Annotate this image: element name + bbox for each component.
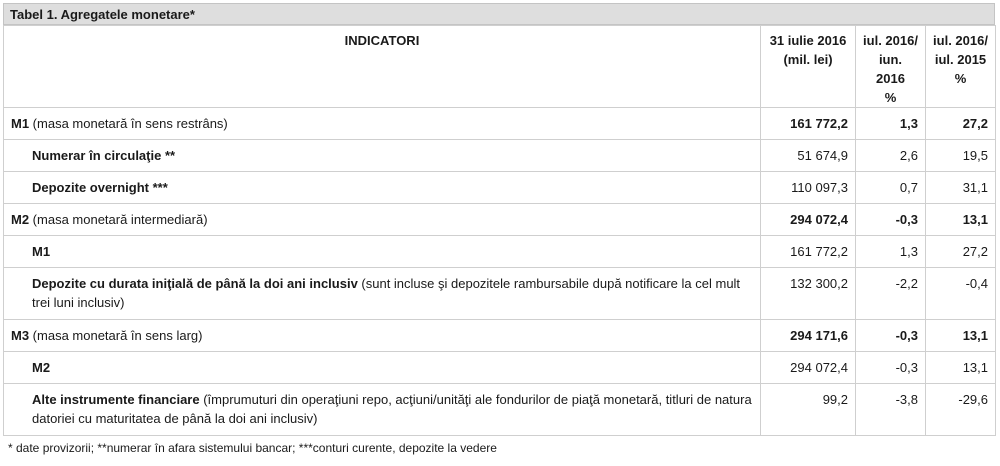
table-row-depozite-overnight	[4, 172, 996, 204]
table-row-m3	[4, 320, 996, 352]
cell-monthly-change: -0,3	[856, 352, 926, 384]
table-row-m2	[4, 204, 996, 236]
cell-value: 294 072,4	[761, 352, 856, 384]
monetary-aggregates-table-container	[3, 3, 995, 436]
table-row-m3-m2	[4, 352, 996, 384]
cell-annual-change: 13,1	[926, 204, 996, 236]
cell-value: 110 097,3	[761, 172, 856, 204]
cell-monthly-change: 1,3	[856, 108, 926, 140]
cell-value: 161 772,2	[761, 236, 856, 268]
cell-monthly-change: -0,3	[856, 204, 926, 236]
cell-annual-change: 19,5	[926, 140, 996, 172]
cell-monthly-change: 0,7	[856, 172, 926, 204]
cell-value: 294 072,4	[761, 204, 856, 236]
cell-annual-change: 27,2	[926, 236, 996, 268]
table-row-m1	[4, 108, 996, 140]
cell-value: 132 300,2	[761, 268, 856, 320]
cell-annual-change: 27,2	[926, 108, 996, 140]
row-label: Depozite cu durata iniţială de până la doi ani inclusiv (sunt incluse şi depozitele rambursabile după notificare la cel mult trei luni inclusiv)	[4, 268, 761, 320]
cell-annual-change: 13,1	[926, 352, 996, 384]
cell-annual-change: -29,6	[926, 384, 996, 436]
table-row-numerar	[4, 140, 996, 172]
cell-value: 294 171,6	[761, 320, 856, 352]
row-label: M2	[4, 352, 761, 384]
header-indicatori: INDICATORI	[4, 26, 761, 108]
row-label: Numerar în circulaţie **	[4, 140, 761, 172]
table-row-depozite-doi-ani	[4, 268, 996, 320]
cell-value: 51 674,9	[761, 140, 856, 172]
cell-monthly-change: -3,8	[856, 384, 926, 436]
row-label: Alte instrumente financiare (împrumuturi din operaţiuni repo, acţiuni/unităţi ale fondurilor de piaţă monetară, titluri de natura datoriei cu maturitatea de până la doi ani inclusiv)	[4, 384, 761, 436]
row-label: Depozite overnight ***	[4, 172, 761, 204]
cell-annual-change: 13,1	[926, 320, 996, 352]
cell-value: 161 772,2	[761, 108, 856, 140]
cell-monthly-change: -0,3	[856, 320, 926, 352]
cell-monthly-change: 2,6	[856, 140, 926, 172]
table-row-m2-m1	[4, 236, 996, 268]
header-value-column: 31 iulie 2016 (mil. lei)	[761, 26, 856, 108]
row-label: M1 (masa monetară în sens restrâns)	[4, 108, 761, 140]
cell-annual-change: 31,1	[926, 172, 996, 204]
row-label: M2 (masa monetară intermediară)	[4, 204, 761, 236]
table-title: Tabel 1. Agregatele monetare*	[3, 3, 995, 25]
header-row	[4, 26, 996, 108]
header-monthly-change-column: iul. 2016/ iun. 2016 %	[856, 26, 926, 108]
cell-monthly-change: -2,2	[856, 268, 926, 320]
cell-annual-change: -0,4	[926, 268, 996, 320]
row-label: M3 (masa monetară în sens larg)	[4, 320, 761, 352]
cell-value: 99,2	[761, 384, 856, 436]
header-annual-change-column: iul. 2016/ iul. 2015 %	[926, 26, 996, 108]
cell-monthly-change: 1,3	[856, 236, 926, 268]
table-footnote: * date provizorii; **numerar în afara sistemului bancar; ***conturi curente, depozite la vedere	[8, 441, 497, 455]
row-label: M1	[4, 236, 761, 268]
monetary-aggregates-table	[3, 25, 996, 436]
table-row-alte-instrumente	[4, 384, 996, 436]
